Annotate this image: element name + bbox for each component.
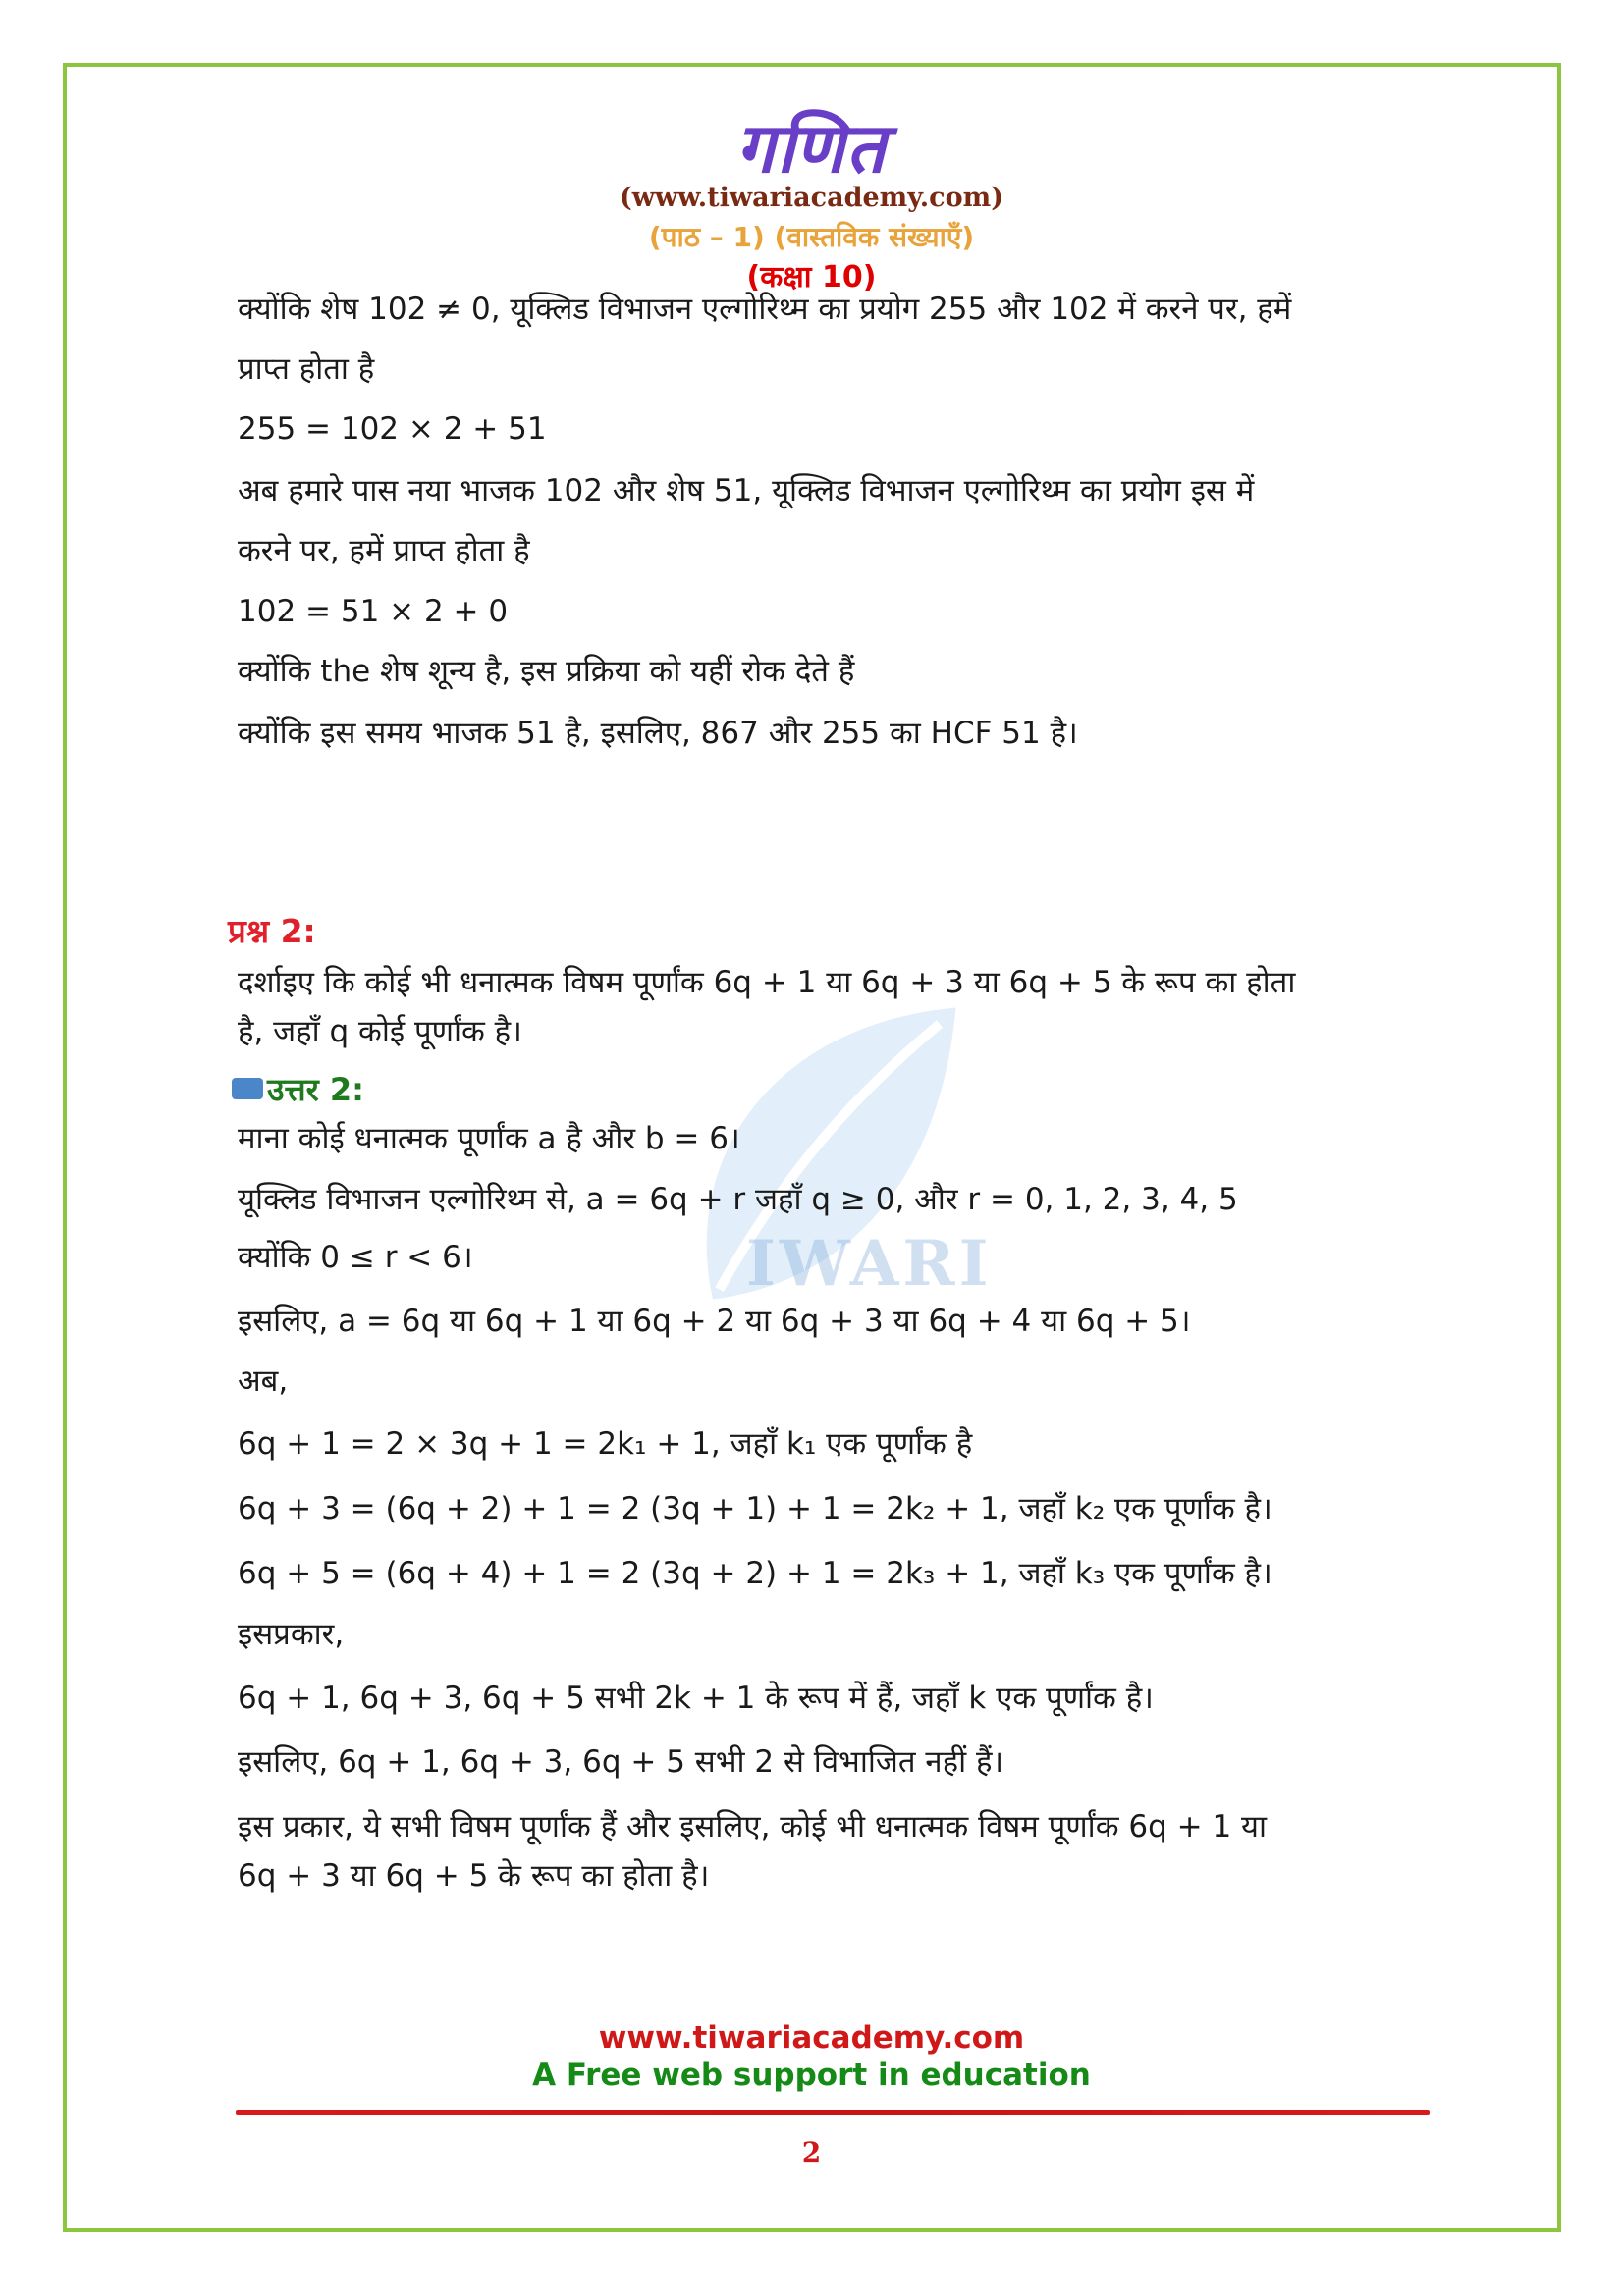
answer-line: यूक्लिड विभाजन एल्गोरिथ्म से, a = 6q + r जहाँ q ≥ 0, और r = 0, 1, 2, 3, 4, 5: [238, 1182, 1238, 1217]
answer-line: इस प्रकार, ये सभी विषम पूर्णांक हैं और इसलिए, कोई भी धनात्मक विषम पूर्णांक 6q + 1 या: [238, 1809, 1268, 1844]
footer-tagline: A Free web support in education: [532, 2057, 1091, 2093]
page-title: गणित: [735, 108, 888, 188]
answer-heading-label: उत्तर 2:: [267, 1071, 364, 1108]
class-label: (कक्षा 10): [746, 260, 877, 294]
answer-line: माना कोई धनात्मक पूर्णांक a है और b = 6।: [238, 1121, 740, 1156]
page-number: 2: [801, 2136, 822, 2168]
text-line: अब हमारे पास नया भाजक 102 और शेष 51, यूक्लिड विभाजन एल्गोरिथ्म का प्रयोग इस में: [238, 473, 1255, 508]
question-text: है, जहाँ q कोई पूर्णांक है।: [238, 1014, 522, 1049]
equation-line: 6q + 1 = 2 × 3q + 1 = 2k₁ + 1, जहाँ k₁ एक पूर्णांक है: [238, 1426, 973, 1462]
equation-line: 102 = 51 × 2 + 0: [238, 594, 509, 629]
answer-line: क्योंकि 0 ≤ r < 6।: [238, 1240, 473, 1275]
answer-line: 6q + 3 या 6q + 5 के रूप का होता है।: [238, 1858, 710, 1894]
text-line: क्योंकि the शेष शून्य है, इस प्रक्रिया को यहीं रोक देते हैं: [238, 654, 855, 689]
answer-line: इसलिए, a = 6q या 6q + 1 या 6q + 2 या 6q + 3 या 6q + 4 या 6q + 5।: [238, 1304, 1191, 1339]
question-text: दर्शाइए कि कोई भी धनात्मक विषम पूर्णांक 6q + 1 या 6q + 3 या 6q + 5 के रूप का होता: [238, 965, 1296, 1000]
question-heading: प्रश्न 2:: [228, 912, 316, 950]
text-line: करने पर, हमें प्राप्त होता है: [238, 533, 530, 568]
footer-divider: [236, 2110, 1430, 2115]
footer-url-link[interactable]: www.tiwariacademy.com: [598, 2020, 1025, 2056]
answer-line: अब,: [238, 1363, 289, 1399]
chapter-label: (पाठ – 1) (वास्तविक संख्याएँ): [648, 221, 975, 253]
tiwari-logo-icon: [232, 1078, 263, 1099]
equation-line: 6q + 5 = (6q + 4) + 1 = 2 (3q + 2) + 1 = 2k₃ + 1, जहाँ k₃ एक पूर्णांक है।: [238, 1556, 1272, 1591]
answer-line: इसप्रकार,: [238, 1617, 345, 1652]
text-line: क्योंकि इस समय भाजक 51 है, इसलिए, 867 और 255 का HCF 51 है।: [238, 716, 1078, 751]
equation-line: 6q + 3 = (6q + 2) + 1 = 2 (3q + 1) + 1 = 2k₂ + 1, जहाँ k₂ एक पूर्णांक है।: [238, 1491, 1272, 1526]
watermark-text: IWARI: [746, 1227, 993, 1301]
answer-heading: [232, 1068, 364, 1110]
site-url-header: (www.tiwariacademy.com): [620, 183, 1003, 213]
answer-line: इसलिए, 6q + 1, 6q + 3, 6q + 5 सभी 2 से विभाजित नहीं हैं।: [238, 1744, 1004, 1780]
answer-line: 6q + 1, 6q + 3, 6q + 5 सभी 2k + 1 के रूप में हैं, जहाँ k एक पूर्णांक है।: [238, 1681, 1154, 1716]
equation-line: 255 = 102 × 2 + 51: [238, 411, 547, 447]
text-line: प्राप्त होता है: [238, 351, 375, 387]
text-line: क्योंकि शेष 102 ≠ 0, यूक्लिड विभाजन एल्गोरिथ्म का प्रयोग 255 और 102 में करने पर, हमें: [238, 292, 1292, 327]
